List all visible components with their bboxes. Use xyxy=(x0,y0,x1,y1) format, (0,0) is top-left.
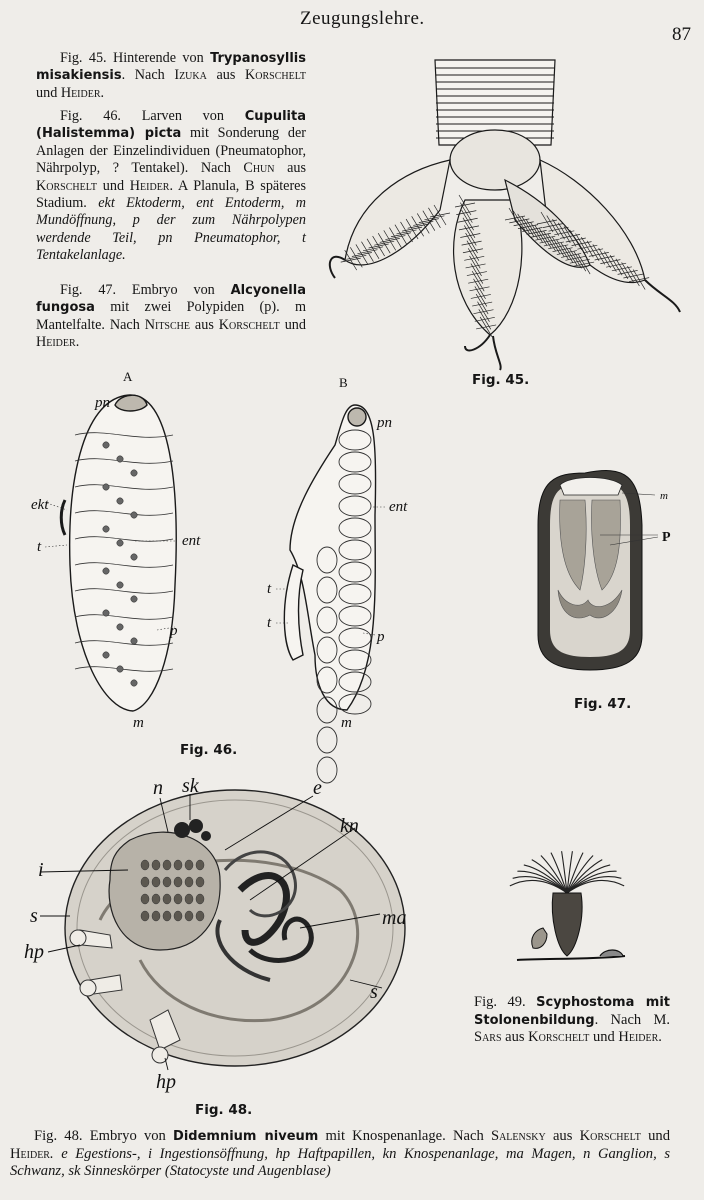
caption-fig45 xyxy=(36,50,306,102)
fig46-label-ekt: ekt xyxy=(31,497,49,513)
caption-fig47-prefix: Fig. 47. Embryo von xyxy=(60,282,231,298)
caption-fig47-end: . xyxy=(75,334,80,351)
caption-fig46-body2: . A Planula, B späteres Stadium. xyxy=(36,177,306,212)
caption-fig49-author3: Heider xyxy=(618,1029,659,1045)
caption-fig45-author3: Heider xyxy=(60,84,101,101)
caption-fig47-sep1: aus xyxy=(190,316,219,333)
caption-fig46-prefix: Fig. 46. Larven von xyxy=(60,108,245,124)
caption-fig49-author2: Korschelt xyxy=(528,1029,590,1045)
fig48-label-i: i xyxy=(38,859,44,881)
caption-fig48-author1: Salensky xyxy=(490,1128,546,1144)
caption-fig46-author2: Korschelt xyxy=(36,177,97,194)
fig46-label-ent-b: ent xyxy=(389,499,408,515)
caption-fig45-author2: Korschelt xyxy=(245,67,306,84)
caption-fig47-author3: Heider xyxy=(36,334,76,351)
caption-fig47-species: Alcyonella fungosa xyxy=(36,283,306,316)
fig46-label-ent-a: ent xyxy=(182,533,201,549)
page-number: 87 xyxy=(672,24,691,45)
fig48-label-kn: kn xyxy=(340,815,359,837)
caption-fig49-species: Scyphostoma mit Stolonenbildung xyxy=(474,995,670,1028)
fig46-label-m-b: m xyxy=(341,715,352,731)
caption-fig46-species: Cupulita (Halistemma) picta xyxy=(36,109,306,142)
fig48-label-e: e xyxy=(313,777,322,799)
fig47-label: Fig. 47. xyxy=(574,696,632,712)
caption-fig49-sep1: aus xyxy=(501,1029,529,1045)
fig46-label-t-b2: t xyxy=(267,615,272,631)
fig46-label-A: A xyxy=(123,369,133,384)
fig48-label-sk: sk xyxy=(182,775,199,797)
caption-fig48-prefix: Fig. 48. Embryo von xyxy=(34,1128,174,1144)
caption-fig47-body: mit zwei Polypiden (p). m Mantelfalte. Nach xyxy=(36,299,306,333)
fig48-label: Fig. 48. xyxy=(195,1102,253,1118)
caption-fig49-prefix: Fig. 49. xyxy=(474,994,537,1010)
fig48-label-hp1: hp xyxy=(24,941,44,963)
caption-fig46-author1: Chun xyxy=(243,160,275,177)
caption-fig49 xyxy=(474,994,670,1047)
fig46-label-t-a: t xyxy=(37,539,42,555)
fig48-label-ma: ma xyxy=(382,907,407,929)
caption-fig48-species: Didemnium niveum xyxy=(173,1129,319,1144)
fig47-label-m: m xyxy=(660,490,668,502)
caption-fig45-sep2: und xyxy=(36,84,61,101)
caption-fig46-sep2: und xyxy=(97,177,130,194)
caption-fig45-end: . xyxy=(100,84,105,101)
fig45-illustration xyxy=(315,50,685,380)
caption-fig49-author1: Sars xyxy=(474,1029,502,1045)
fig46-label-t-b1: t xyxy=(267,581,272,597)
caption-fig46-legend: ekt Ektoderm, ent Entoderm, m Mundöffnung, p der zum Nährpolypen werdende Teil, pn Pneumatophor, t Tentakelanlage. xyxy=(36,195,306,264)
fig46-label-pn-b: pn xyxy=(377,415,392,431)
fig46-label-B: B xyxy=(339,375,348,390)
running-head: Zeugungslehre. xyxy=(300,8,425,29)
fig46-label: Fig. 46. xyxy=(180,742,238,758)
caption-fig47-author2: Korschelt xyxy=(218,316,280,333)
caption-fig48-sep1: aus xyxy=(545,1128,580,1144)
caption-fig48-mid: mit Knospenanlage. Nach xyxy=(318,1128,491,1144)
fig46-label-m-a: m xyxy=(133,715,144,731)
fig48-label-hp2: hp xyxy=(156,1071,176,1093)
fig48-label-s1: s xyxy=(30,905,38,927)
fig46-label-p-a: p xyxy=(170,623,178,639)
caption-fig45-sep1: aus xyxy=(206,67,245,84)
caption-fig45-mid: . Nach xyxy=(121,67,175,84)
fig48-illustration xyxy=(10,770,460,1100)
caption-fig46 xyxy=(36,108,306,265)
caption-fig47 xyxy=(36,282,306,352)
caption-fig46-sep1: aus xyxy=(274,160,306,177)
caption-fig48-sep2: und xyxy=(640,1128,670,1144)
fig47-label-P: P xyxy=(662,530,671,545)
caption-fig49-mid: . Nach M. xyxy=(594,1011,670,1028)
caption-fig45-prefix: Fig. 45. Hinterende von xyxy=(60,50,211,66)
caption-fig46-body1: mit Sonderung der Anlagen der Einzelindividuen (Pneumatophor, Nährpolyp, ? Tentakel). Nach xyxy=(36,125,307,177)
caption-fig48-legend: . e Egestions-, i Ingestionsöffnung, hp Haftpapillen, kn Knospenanlage, ma Magen, n Ganglion, s Schwanz, sk Sinneskörper (Statocyste und Augenblase) xyxy=(10,1145,670,1180)
caption-fig45-author1: Izuka xyxy=(174,67,207,84)
caption-fig49-end: . xyxy=(658,1029,662,1045)
caption-fig48-author2: Korschelt xyxy=(579,1128,641,1144)
caption-fig45-species: Trypanosyllis misakiensis xyxy=(36,51,306,84)
caption-fig46-author3: Heider xyxy=(129,177,170,194)
fig46-illustration xyxy=(25,365,455,735)
caption-fig47-sep2: und xyxy=(279,316,306,333)
fig46-label-pn-a: pn xyxy=(95,395,110,411)
fig49-illustration xyxy=(505,848,635,973)
fig48-label-n: n xyxy=(153,777,163,799)
caption-fig47-author1: Nitsche xyxy=(144,316,190,333)
caption-fig48 xyxy=(10,1128,670,1181)
caption-fig49-sep2: und xyxy=(589,1029,619,1045)
fig47-illustration xyxy=(530,465,700,680)
fig48-label-s2: s xyxy=(370,981,378,1003)
fig45-label: Fig. 45. xyxy=(472,372,530,388)
caption-fig48-author3: Heider xyxy=(10,1145,50,1162)
fig46-label-p-b: p xyxy=(377,629,385,645)
